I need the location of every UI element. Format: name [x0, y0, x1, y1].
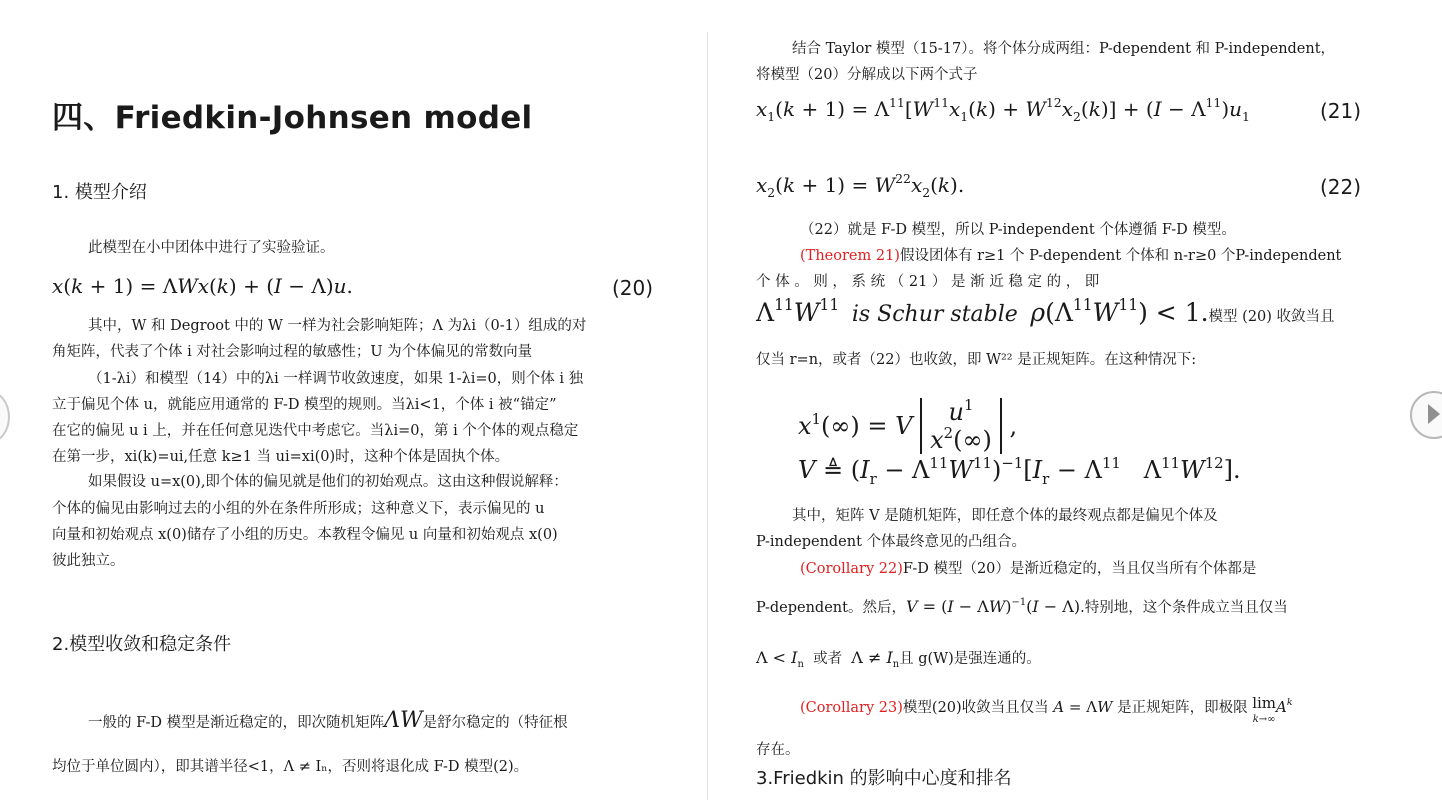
equation-21: $x_1(k + 1) = \Lambda^{11}[W^{11}x_1(k) + W^{12}x_2(k)] + (I - \Lambda^{11})u_1$	[756, 95, 1250, 124]
theorem-line: 个 体 。 则 ， 系 统 （ 21 ） 是 渐 近 稳 定 的 ， 即	[756, 274, 1100, 290]
theorem-21-label: (Theorem 21)	[800, 248, 900, 264]
equation-limit: $x^1(\infty) = V$ $u^1$ $x^2(\infty)$ ,	[798, 395, 1018, 454]
para-line: 向量和初始观点 x(0)储存了小组的历史。本教程令偏见 u 向量和初始观点 x(0)	[52, 527, 558, 543]
para-line: 立于偏见个体 u，就能应用通常的 F-D 模型的规则。当λi<1，个体 i 被“锚定”	[52, 397, 557, 413]
page-divider	[707, 32, 708, 800]
para-line: 在第一步，xi(k)=ui,任意 k≥1 当 ui=xi(0)时，这种个体是固执个体。	[52, 449, 510, 465]
para-line: 将模型（20）分解成以下两个式子	[756, 67, 978, 83]
para-line: 角矩阵，代表了个体 i 对社会影响过程的敏感性；U 为个体偏见的常数向量	[52, 344, 533, 360]
equation-21-number: (21)	[1320, 99, 1362, 123]
corollary-23-label: (Corollary 23)	[800, 700, 903, 716]
para-line: 彼此独立。	[52, 553, 125, 569]
para-line: 个体的偏见由影响过去的小组的外在条件所形成；这种意义下，表示偏见的 u	[52, 501, 545, 517]
corollary-line: $\Lambda < I_n$ 或者 $\Lambda \ne I_n$且 g(W)是强连通的。	[756, 648, 1041, 671]
section-heading-3: 3.Friedkin 的影响中心度和排名	[756, 768, 1012, 789]
para-line: 仅当 r=n，或者（22）也收敛，即 W²² 是正规矩阵。在这种情况下:	[756, 352, 1197, 368]
para-line: P-independent 个体最终意见的凸组合。	[756, 534, 1027, 550]
section-heading-1: 1. 模型介绍	[52, 182, 147, 203]
para-line: （22）就是 F-D 模型，所以 P-independent 个体遵循 F-D 模型。	[800, 222, 1236, 238]
corollary-line: P-dependent。然后，$V = (I - \Lambda W)^{-1}(I - \Lambda)$.特别地，这个条件成立当且仅当	[756, 596, 1288, 616]
para-line: 其中，矩阵 V 是随机矩阵，即任意个体的最终观点都是偏见个体及	[792, 508, 1218, 524]
play-right-icon[interactable]	[1410, 391, 1442, 439]
equation-20: x(k + 1) = ΛWx(k) + (I − Λ)u.	[52, 274, 353, 298]
corollary-22-label: (Corollary 22)	[800, 561, 903, 577]
para-line: 均位于单位圆内），即其谱半径<1，Λ ≠ Iₙ，否则将退化成 F-D 模型(2)。	[52, 759, 529, 775]
chevron-left-icon[interactable]	[0, 391, 10, 443]
corollary-line: (Corollary 23)模型(20)收敛当且仅当 A = ΛW 是正规矩阵，即极限 lim $k\to\infty A^k$	[800, 694, 1293, 725]
para-line: 结合 Taylor 模型（15-17）。将个体分成两组：P-dependent 和 P-independent，	[792, 41, 1336, 57]
equation-v-def: V ≜ $(I_r - \Lambda^{11}W^{11})^{-1}[I_r - \Lambda^{11}$ $\Lambda^{11}W^{12}$].	[798, 453, 1241, 488]
para-line: 如果假设 u=x(0),即个体的偏见就是他们的初始观点。这由这种假说解释：	[88, 474, 568, 490]
theorem-line: (Theorem 21)假设团体有 r≥1 个 P-dependent 个体和 n-r≥0 个P-independent	[800, 248, 1342, 264]
page-title: 四、Friedkin-Johnsen model	[52, 100, 533, 136]
para-line: （1-λi）和模型（14）中的λi 一样调节收敛速度，如果 1-λi=0，则个体 i 独	[88, 371, 584, 387]
para-line: 其中，W 和 Degroot 中的 W 一样为社会影响矩阵；Λ 为λi（0-1）组成的对	[88, 318, 587, 334]
equation-22-number: (22)	[1320, 175, 1362, 199]
para-line: 存在。	[756, 742, 800, 758]
para-line: 一般的 F-D 模型是渐近稳定的，即次随机矩阵ΛW是舒尔稳定的（特征根	[88, 708, 568, 733]
para-line: 在它的偏见 u i 上，并在任何意见迭代中考虑它。当λi=0，第 i 个个体的观点稳定	[52, 423, 579, 439]
section-heading-2: 2.模型收敛和稳定条件	[52, 634, 232, 655]
schur-line: $\Lambda^{11}W^{11}$ is Schur stable $\rho(\Lambda^{11}W^{11}) < 1$.模型 (20) 收敛当且	[756, 296, 1335, 327]
intro-text: 此模型在小中团体中进行了实验验证。	[88, 240, 335, 256]
corollary-line: (Corollary 22)F-D 模型（20）是渐近稳定的，当且仅当所有个体都是	[800, 561, 1257, 577]
equation-20-number: (20)	[612, 276, 654, 300]
equation-22: $x_2(k + 1) = W^{22}x_2(k)$.	[756, 171, 965, 200]
